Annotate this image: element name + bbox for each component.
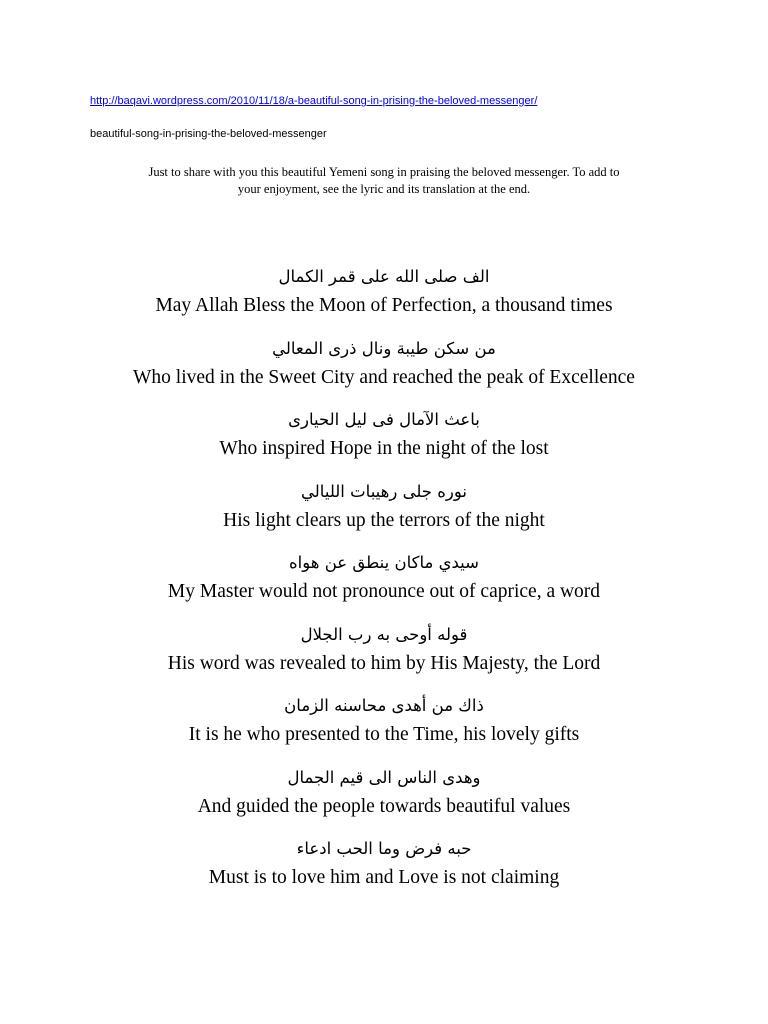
verse-5 — [0, 548, 768, 620]
verse-english: May Allah Bless the Moon of Perfection, a thousand times — [155, 295, 613, 316]
verse-7 — [0, 691, 768, 763]
verse-english: His word was revealed to him by His Majesty, the Lord — [167, 652, 601, 674]
verse-arabic: وهدى الناس الى قيم الجمال — [287, 767, 481, 787]
verse-2 — [0, 334, 768, 406]
verse-arabic: باعث الآمال فى ليل الحيارى — [288, 410, 480, 429]
verse-english: Must is to love him and Love is not claiming — [208, 867, 560, 888]
verse-english: And guided the people towards beautiful values — [197, 795, 571, 817]
verse-6 — [0, 620, 768, 692]
verse-english: Who inspired Hope in the night of the lost — [219, 438, 549, 459]
verse-list — [0, 262, 768, 906]
intro-paragraph — [80, 164, 688, 198]
verse-english: My Master would not pronounce out of caprice, a word — [167, 581, 601, 602]
verse-english: Who lived in the Sweet City and reached the peak of Excellence — [133, 366, 635, 388]
intro-line-2: your enjoyment, see the lyric and its translation at the end. — [237, 182, 531, 196]
verse-arabic: حبه فرض وما الحب ادعاء — [296, 839, 472, 858]
verse-arabic: قوله أوحى به رب الجلال — [300, 624, 468, 644]
source-link[interactable]: http://baqavi.wordpress.com/2010/11/18/a-beautiful-song-in-prising-the-beloved-messenger/ — [90, 95, 538, 107]
verse-english: His light clears up the terrors of the night — [223, 509, 545, 531]
verse-8 — [0, 763, 768, 835]
verse-arabic: الف صلى الله على قمر الكمال — [278, 267, 490, 286]
post-slug: beautiful-song-in-prising-the-beloved-messenger — [90, 128, 327, 140]
verse-english: It is he who presented to the Time, his lovely gifts — [188, 724, 580, 745]
verse-4 — [0, 477, 768, 549]
verse-1 — [0, 262, 768, 334]
verse-3 — [0, 405, 768, 477]
intro-line-1: Just to share with you this beautiful Yemeni song in praising the beloved messenger. To add to — [148, 165, 620, 179]
verse-arabic: ذاك من أهدى محاسنه الزمان — [284, 696, 484, 715]
verse-arabic: نوره جلى رهيبات الليالي — [301, 481, 467, 501]
verse-arabic: من سكن طيبة ونال ذرى المعالي — [272, 338, 496, 358]
verse-arabic: سيدي ماكان ينطق عن هواه — [289, 553, 479, 572]
verse-9 — [0, 834, 768, 906]
